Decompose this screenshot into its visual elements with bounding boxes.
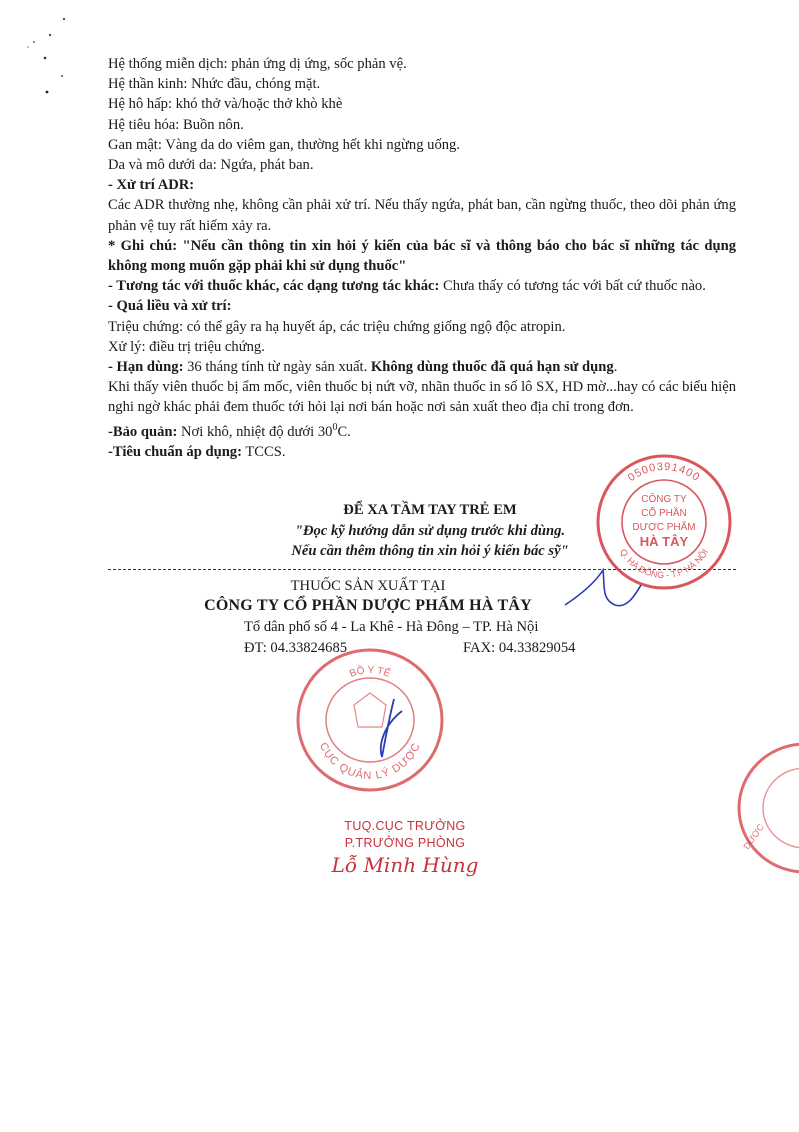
interaction-paragraph bbox=[108, 276, 736, 296]
expiry-paragraph: - Hạn dùng: 36 tháng tính từ ngày sản xuất. Không dùng thuốc đã quá hạn sử dụng. bbox=[108, 359, 618, 376]
company-stamp-bottom: Q. HÀ ĐÔNG - T.P HÀ NỘI bbox=[617, 547, 711, 581]
side-effect-liver: Gan mật: Vàng da do viêm gan, thường hết khi ngừng uống. bbox=[108, 136, 460, 153]
signatory-title-2: P.TRƯỞNG PHÒNG bbox=[344, 836, 466, 850]
document-body bbox=[108, 54, 736, 462]
interaction-text: Chưa thấy có tương tác với bất cứ thuốc nào. bbox=[439, 278, 706, 295]
expiry-label: - Hạn dùng: bbox=[108, 359, 184, 376]
note-paragraph: * Ghi chú: "Nếu cần thông tin xin hỏi ý kiến của bác sĩ và thông báo cho bác sĩ những tác dụng không mong muốn gặp phải khi sử dụng thuốc" bbox=[108, 237, 736, 275]
children-warning: ĐỂ XA TẦM TAY TRẺ EM bbox=[343, 502, 517, 518]
partial-stamp bbox=[730, 740, 799, 875]
manufacturer-phone: ĐT: 04.33824685 bbox=[244, 640, 348, 656]
side-effect-nervous: Hệ thần kinh: Nhức đầu, chóng mặt. bbox=[108, 76, 321, 93]
storage-label: -Bảo quản: bbox=[108, 423, 178, 440]
side-effect-immune: Hệ thống miễn dịch: phản ứng dị ứng, sốc phản vệ. bbox=[108, 56, 407, 72]
company-stamp-line2: CỔ PHẦN bbox=[641, 508, 687, 519]
overdose-symptoms: Triệu chứng: có thể gây ra hạ huyết áp, các triệu chứng giống ngộ độc atropin. bbox=[108, 318, 566, 335]
instruction-quote-line1: "Đọc kỹ hướng dẫn sử dụng trước khi dùng. bbox=[294, 523, 566, 539]
signatory-title-1: TUQ.CỤC TRƯỞNG bbox=[344, 819, 466, 833]
manufacturer-fax: FAX: 04.33829054 bbox=[463, 640, 576, 656]
signatory-block bbox=[320, 818, 490, 878]
signatory-name: Lỗ Minh Hùng bbox=[331, 853, 479, 877]
instruction-quote-line2: Nếu cần thêm thông tin xin hỏi ý kiến bác sỹ" bbox=[291, 543, 569, 559]
side-effect-digestive: Hệ tiêu hóa: Buồn nôn. bbox=[108, 116, 244, 133]
instruction-quote bbox=[230, 521, 630, 561]
svg-text:DƯỢC: DƯỢC bbox=[741, 822, 766, 852]
ministry-stamp bbox=[290, 645, 450, 795]
standard-paragraph: -Tiêu chuẩn áp dụng: TCCS. bbox=[108, 443, 286, 460]
company-stamp-line1: CÔNG TY bbox=[641, 494, 687, 505]
defect-paragraph: Khi thấy viên thuốc bị ẩm mốc, viên thuốc bị nứt vỡ, nhãn thuốc in số lô SX, HD mờ...hay có các biểu hiện nghi ngờ khác phải đem thuốc tới hỏi lại nơi bán hoặc nơi sản xuất theo địa chỉ trong đơn. bbox=[108, 379, 736, 416]
company-stamp-code: 0500391400 bbox=[625, 460, 703, 485]
standard-label: -Tiêu chuẩn áp dụng: bbox=[108, 443, 242, 460]
company-stamp-line3: DƯỢC PHẨM bbox=[632, 522, 696, 533]
side-effect-skin: Da và mô dưới da: Ngứa, phát ban. bbox=[108, 157, 314, 174]
side-effect-respiratory: Hệ hô hấp: khó thở và/hoặc thở khò khè bbox=[108, 96, 343, 113]
expiry-warning: Không dùng thuốc đã quá hạn sử dụng bbox=[370, 359, 614, 376]
company-signature bbox=[555, 565, 645, 620]
manufacturer-name: CÔNG TY CỔ PHẦN DƯỢC PHẨM HÀ TÂY bbox=[204, 597, 532, 614]
adr-text: Các ADR thường nhẹ, không cần phải xử trí. Nếu thấy ngứa, phát ban, cần ngừng thuốc, theo dõi phản ứng phản vệ tuy rất hiếm xảy ra. bbox=[108, 197, 736, 234]
storage-paragraph: -Bảo quản: Nơi khô, nhiệt độ dưới $30^0C$. bbox=[108, 421, 351, 440]
scan-specks bbox=[20, 15, 80, 115]
company-stamp-line4: HÀ TÂY bbox=[639, 534, 689, 549]
ministry-stamp-bottom: CỤC QUẢN LÝ DƯỢC bbox=[316, 740, 424, 783]
manufacturer-address: Tổ dân phố số 4 - La Khê - Hà Đông – TP. Hà Nội bbox=[244, 619, 539, 635]
expiry-text: 36 tháng tính từ ngày sản xuất. bbox=[183, 359, 371, 376]
overdose-heading: - Quá liều và xử trí: bbox=[108, 298, 232, 315]
interaction-label: - Tương tác với thuốc khác, các dạng tương tác khác: bbox=[108, 278, 440, 295]
overdose-treatment: Xử lý: điều trị triệu chứng. bbox=[108, 338, 265, 355]
manufacturer-label: THUỐC SẢN XUẤT TẠI bbox=[290, 578, 446, 594]
ministry-stamp-top: BỘ Y TẾ bbox=[348, 664, 392, 680]
adr-heading: - Xử trí ADR: bbox=[108, 177, 195, 194]
